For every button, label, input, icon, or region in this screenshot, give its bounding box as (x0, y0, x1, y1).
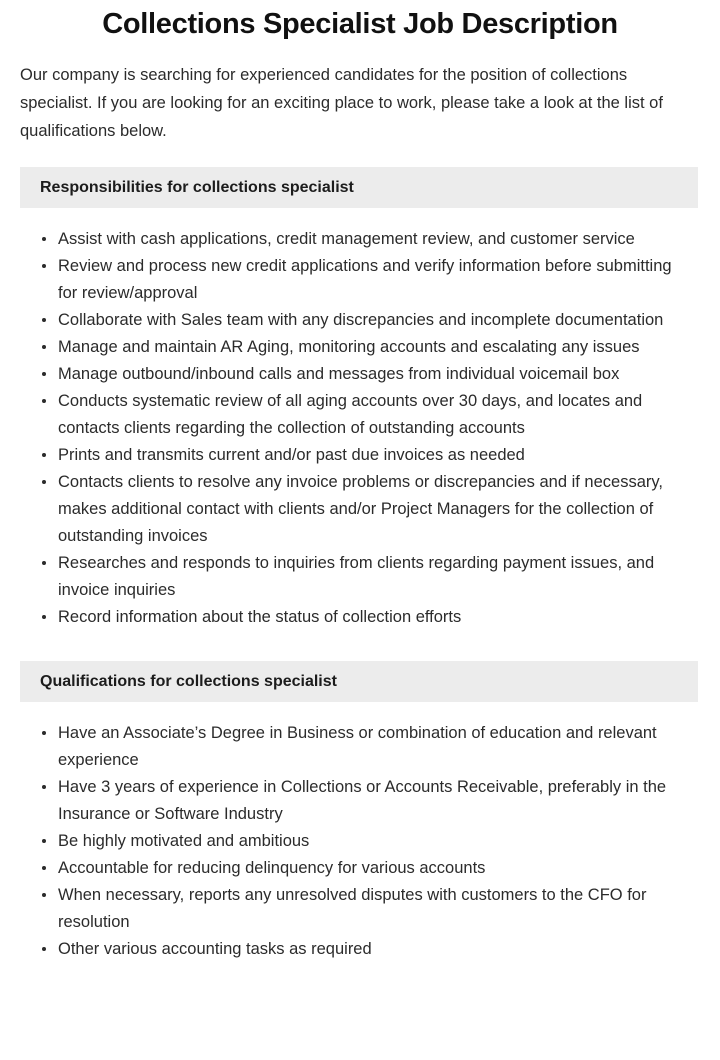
intro-paragraph: Our company is searching for experienced candidates for the position of collections specialist. If you are looking for an exciting place to work, please take a look at the list of qualifications below. (20, 66, 663, 140)
list-item: Accountable for reducing delinquency for various accounts (0, 855, 720, 882)
list-item: Manage and maintain AR Aging, monitoring accounts and escalating any issues (0, 334, 720, 361)
list-item: Review and process new credit applications and verify information before submitting for review/approval (0, 253, 720, 307)
list-item: Conducts systematic review of all aging accounts over 30 days, and locates and contacts clients regarding the collection of outstanding accounts (0, 388, 720, 442)
section-heading-qualifications: Qualifications for collections specialist (20, 661, 698, 702)
list-item: Other various accounting tasks as required (0, 936, 720, 963)
responsibilities-list (0, 226, 720, 631)
list-item: Researches and responds to inquiries from clients regarding payment issues, and invoice inquiries (0, 550, 720, 604)
list-item: Be highly motivated and ambitious (0, 828, 720, 855)
list-item: Prints and transmits current and/or past due invoices as needed (0, 442, 720, 469)
list-item: Manage outbound/inbound calls and messages from individual voicemail box (0, 361, 720, 388)
qualifications-list (0, 720, 720, 963)
section-responsibilities (0, 167, 720, 631)
page-title: Collections Specialist Job Description (102, 8, 618, 40)
section-heading-responsibilities: Responsibilities for collections specialist (20, 167, 698, 208)
list-item: Assist with cash applications, credit management review, and customer service (0, 226, 720, 253)
list-item: Record information about the status of collection efforts (0, 604, 720, 631)
list-item: Contacts clients to resolve any invoice problems or discrepancies and if necessary, makes additional contact with clients and/or Project Managers for the collection of outstanding invoices (0, 469, 720, 550)
list-item: When necessary, reports any unresolved disputes with customers to the CFO for resolution (0, 882, 720, 936)
job-description-page (0, 4, 720, 963)
section-qualifications (0, 661, 720, 963)
list-item: Collaborate with Sales team with any discrepancies and incomplete documentation (0, 307, 720, 334)
list-item: Have an Associate’s Degree in Business or combination of education and relevant experience (0, 720, 720, 774)
list-item: Have 3 years of experience in Collections or Accounts Receivable, preferably in the Insurance or Software Industry (0, 774, 720, 828)
